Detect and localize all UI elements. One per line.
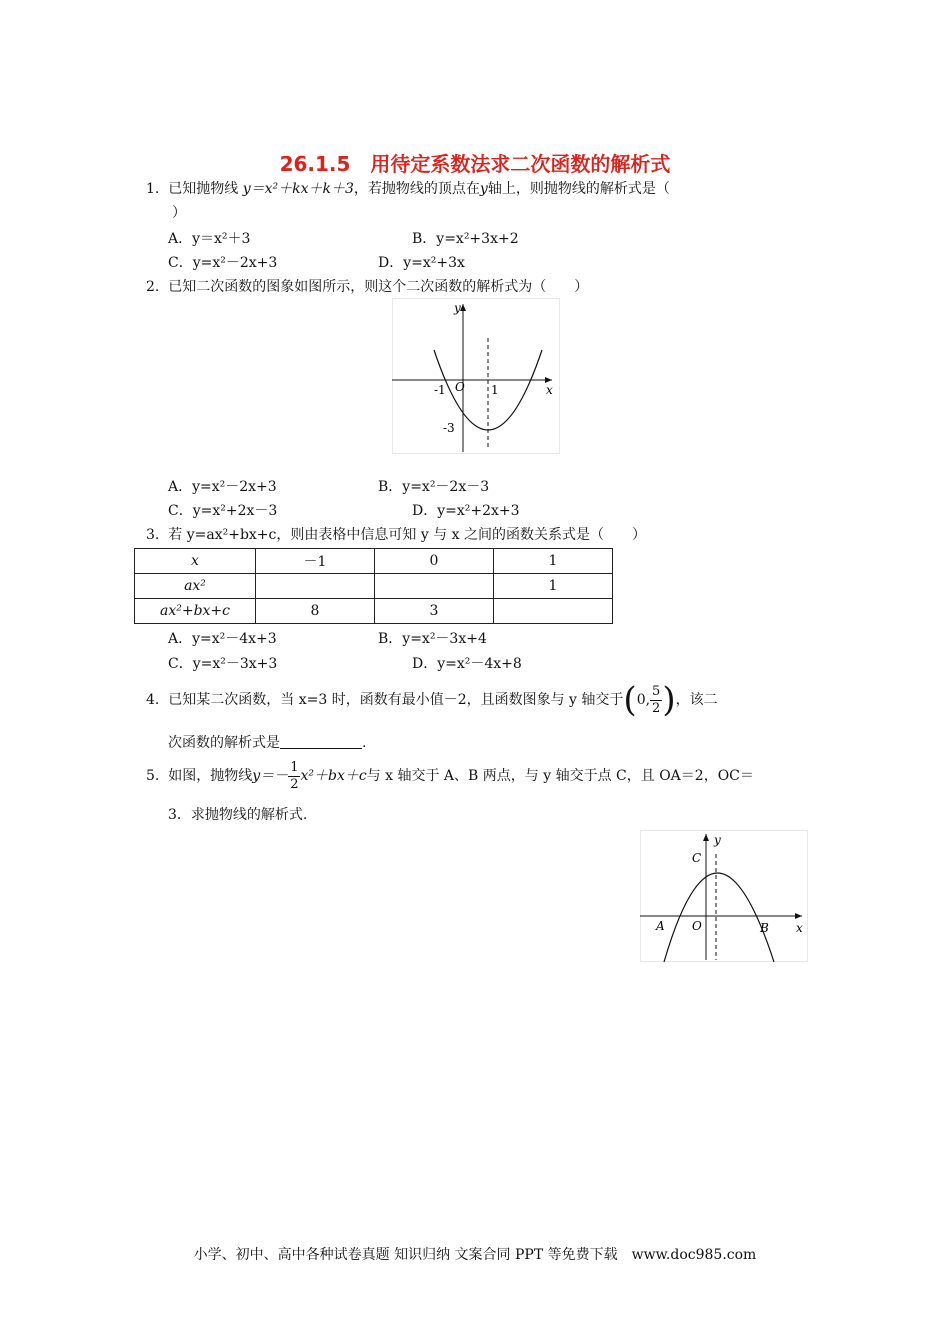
q5-text-c: 3．求抛物线的解析式.: [168, 807, 308, 823]
q2-option-c: C．y=x²+2x－3: [168, 503, 278, 519]
q4-end: .: [362, 735, 367, 751]
q4-text-a: 已知某二次函数，当 x=3 时，函数有最小值－2，且函数图象与 y 轴交于: [168, 692, 624, 708]
q5-fraction: [288, 760, 300, 793]
q2-x-label: x: [546, 383, 553, 397]
q2-option-d: D．y=x²+2x+3: [412, 503, 520, 519]
q1-expression: y＝x²＋kx＋k＋3: [242, 181, 354, 197]
table-row: [135, 574, 613, 599]
table-cell: [375, 574, 494, 599]
footer-text: 小学、初中、高中各种试卷真题 知识归纳 文案合同 PPT 等免费下载 www.doc985.com: [193, 1247, 757, 1263]
q3-option-a: A．y=x²－4x+3: [168, 631, 277, 647]
q1-text-a: 已知抛物线: [168, 181, 243, 197]
q5-frac-num: 1: [290, 759, 299, 775]
q5-y-label: y: [714, 833, 721, 847]
q1-text-c: 轴上，则抛物线的解析式是（: [487, 181, 670, 197]
table-cell: [494, 599, 613, 624]
q2-option-b: B．y=x²－2x－3: [378, 479, 490, 495]
q1-option-d: D．y=x²+3x: [378, 255, 465, 271]
q5-graph-frame: [641, 831, 808, 962]
question-3: [146, 526, 646, 544]
table-cell: 1: [494, 549, 613, 574]
q5-point-a-label: A: [656, 919, 665, 933]
q2-y-label: y: [454, 301, 461, 315]
table-cell: ax²+bx+c: [135, 599, 256, 624]
q2-option-a: A．y=x²－2x+3: [168, 479, 277, 495]
q3-value-table: [134, 548, 613, 624]
q5-y-arrow-icon: [703, 834, 709, 841]
q5-x-label: x: [796, 921, 803, 935]
q4-frac-den: 2: [652, 700, 661, 716]
q5-origin-label: O: [692, 919, 702, 933]
q5-text-a: 如图，抛物线: [168, 768, 253, 784]
q4-open-paren: (: [623, 680, 637, 720]
q5-parabola-curve: [664, 873, 774, 962]
q1-option-b: B．y=x²+3x+2: [412, 231, 519, 247]
q1-close-paren: ）: [172, 205, 186, 221]
q2-neg1-label: -1: [434, 383, 446, 397]
table-cell: －1: [256, 549, 375, 574]
q4-text-b: ，该二: [675, 692, 718, 708]
q1-y-axis: y: [479, 181, 488, 197]
q5-text-b: 与 x 轴交于 A、B 两点，与 y 轴交于点 C，且 OA＝2，OC＝: [366, 768, 754, 784]
q4-answer-blank: [280, 734, 362, 749]
q3-option-d: D．y=x²－4x+8: [412, 656, 522, 672]
q2-origin-label: O: [455, 380, 465, 394]
q5-point-b-label: B: [760, 921, 769, 935]
q2-y-arrow-icon: [460, 304, 466, 311]
q2-text: 已知二次函数的图象如图所示，则这个二次函数的解析式为（ ）: [168, 279, 589, 295]
table-cell: 3: [375, 599, 494, 624]
table-cell: 0: [375, 549, 494, 574]
q3-text: 若 y=ax²+bx+c，则由表格中信息可知 y 与 x 之间的函数关系式是（ ）: [168, 527, 646, 543]
q2-graph-frame: [393, 299, 560, 454]
q5-parabola-graph: [640, 830, 808, 962]
q2-number: 2.: [146, 279, 160, 295]
q4-fraction: [650, 684, 662, 717]
q2-one-label: 1: [491, 383, 499, 397]
table-row: [135, 599, 613, 624]
question-1: [146, 180, 670, 198]
q2-parabola-graph: [392, 298, 560, 454]
table-cell: ax²: [135, 574, 256, 599]
q4-line-2: [168, 734, 366, 752]
q5-expr-pre: y＝－: [252, 768, 289, 784]
table-cell: 8: [256, 599, 375, 624]
q2-neg3-label: -3: [443, 421, 455, 435]
q5-number: 5.: [146, 768, 160, 784]
q4-text-c: 次函数的解析式是: [168, 735, 280, 751]
q3-option-c: C．y=x²－3x+3: [168, 656, 278, 672]
q3-number: 3.: [146, 527, 160, 543]
q1-option-a: A．y＝x²＋3: [168, 231, 251, 247]
q4-number: 4.: [146, 692, 160, 708]
q4-point-x: 0,: [636, 692, 651, 708]
q5-point-c-label: C: [692, 851, 702, 865]
table-cell: [256, 574, 375, 599]
q5-x-arrow-icon: [795, 913, 802, 919]
q4-close-paren: ): [662, 680, 676, 720]
q1-option-c: C．y=x²－2x+3: [168, 255, 278, 271]
table-cell: 1: [494, 574, 613, 599]
q1-text-b: ，若抛物线的顶点在: [353, 181, 480, 197]
table-cell: x: [135, 549, 256, 574]
q1-number: 1.: [146, 181, 160, 197]
question-4: [146, 680, 718, 720]
question-5: [146, 756, 754, 796]
question-2: [146, 278, 588, 296]
table-row: [135, 549, 613, 574]
q5-frac-den: 2: [290, 776, 299, 792]
page-title: 26.1.5 用待定系数法求二次函数的解析式: [279, 152, 671, 176]
q5-expr-post: x²＋bx＋c: [300, 768, 367, 784]
q4-frac-num: 5: [652, 683, 661, 699]
q3-option-b: B．y=x²－3x+4: [378, 631, 487, 647]
